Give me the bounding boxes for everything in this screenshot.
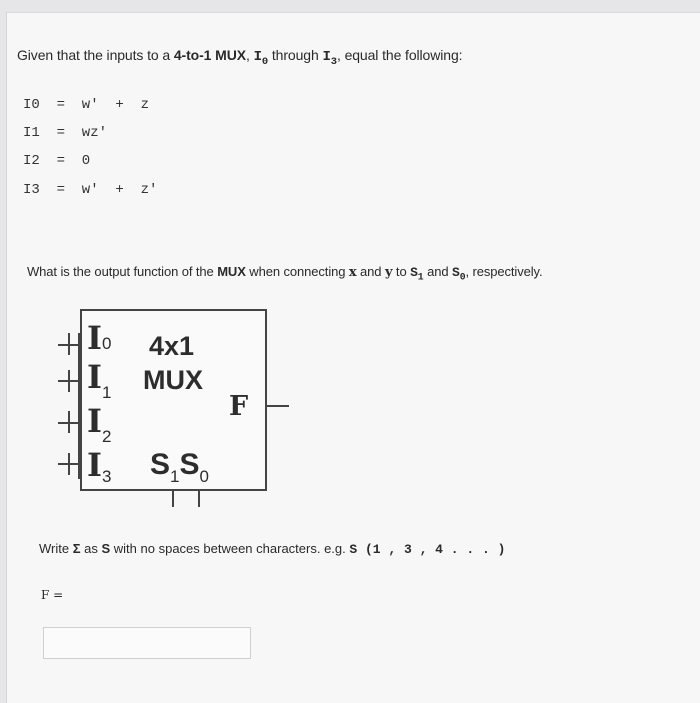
equation-i0: I0 = w' + z bbox=[23, 97, 150, 113]
equation-i3: I3 = w' + z' bbox=[23, 182, 158, 198]
i0-symbol: $I_0$ bbox=[253, 49, 269, 68]
label-output-f: F bbox=[229, 391, 249, 422]
output-pin-f bbox=[265, 405, 289, 407]
select-pin-s0 bbox=[198, 489, 200, 507]
label-i2: I2 bbox=[87, 402, 112, 446]
intro-text: Given that the inputs to a 4-to-1 MUX, $I_0$ through $I_3$, equal the following: bbox=[17, 47, 463, 68]
question-text: What is the output function of the MUX when connecting x and y to $S_1$ and $S_0$, respectively. bbox=[27, 264, 543, 283]
label-select: S1S0 bbox=[150, 448, 209, 486]
select-pin-s1 bbox=[172, 489, 174, 507]
answer-input[interactable] bbox=[43, 627, 251, 659]
equation-i2: I2 = 0 bbox=[23, 153, 91, 169]
question-page bbox=[6, 12, 700, 703]
label-i3: I3 bbox=[87, 446, 112, 486]
equation-i1: I1 = wz' bbox=[23, 125, 108, 141]
mux-title-mux: MUX bbox=[143, 365, 203, 395]
mux-title-4x1: 4x1 bbox=[149, 331, 195, 361]
label-i1: I1 bbox=[87, 358, 112, 402]
i3-symbol: $I_3$ bbox=[322, 49, 337, 68]
answer-label: F = bbox=[41, 588, 64, 602]
instruction-text: Write Σ as S with no spaces between characters. e.g. S (1 , 3 , 4 . . . ) bbox=[39, 541, 506, 557]
label-i0: I0 bbox=[87, 319, 112, 357]
